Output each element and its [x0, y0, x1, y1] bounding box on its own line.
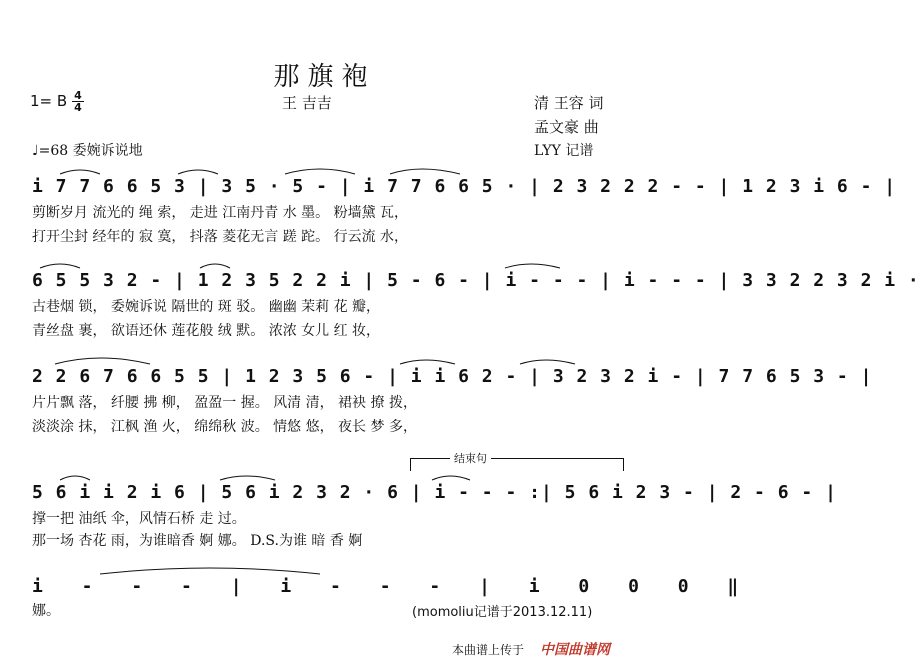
- score-title: 那旗袍: [273, 62, 376, 92]
- lyric-row-5-verse-1: 娜。: [32, 603, 60, 619]
- key-signature: 1= B: [30, 92, 68, 110]
- transcriber-note: (momoliu记谱于2013.12.11): [412, 605, 593, 620]
- slur: [390, 169, 460, 174]
- arranger-credit: LYY 记谱: [534, 143, 594, 159]
- lyric-row-2-verse-1: 古巷烟 锁， 委婉诉说 隔世的 斑 驳。 幽幽 茉莉 花 瓣，: [32, 299, 381, 315]
- site-logo: 中国曲谱网: [540, 642, 610, 658]
- lyric-row-1-verse-1: 剪断岁月 流光的 绳 索， 走进 江南丹青 水 墨。 粉墙黛 瓦，: [32, 205, 409, 221]
- slur: [505, 264, 560, 268]
- notation-row-5: i - - - | i - - - | i 0 0 0 ‖: [32, 576, 753, 597]
- singer-credit: 王 吉吉: [282, 94, 332, 112]
- lyric-row-3-verse-2: 淡淡涂 抹， 江枫 渔 火， 绵绵秋 波。 情悠 悠， 夜长 梦 多，: [32, 419, 417, 435]
- lyric-row-3-verse-1: 片片飘 落， 纤腰 拂 柳， 盈盈一 握。 风清 清， 裙袂 撩 拨，: [32, 395, 417, 411]
- slur: [40, 264, 80, 268]
- slur: [60, 476, 90, 480]
- slur: [60, 170, 100, 174]
- slur: [220, 476, 275, 480]
- lyric-row-1-verse-2: 打开尘封 经年的 寂 寞， 抖落 菱花无言 蹉 跎。 行云流 水，: [32, 229, 409, 245]
- lyric-row-4-verse-2: 那一场 杏花 雨，为谁暗香 婀 娜。 D.S.为谁 暗 香 婀: [32, 533, 363, 549]
- upload-text: 本曲谱上传于: [452, 643, 525, 657]
- tempo-marking: ♩=68 委婉诉说地: [32, 143, 143, 159]
- slur: [55, 358, 150, 364]
- meter-numerator: 4: [74, 89, 82, 102]
- composer-credit: 孟文豪 曲: [534, 118, 599, 136]
- lyric-row-4-verse-1: 撑一把 油纸 伞，风情石桥 走 过。: [32, 511, 246, 527]
- notation-row-2: 6 5 5 3 2 - | 1 2 3 5 2 2 i | 5 - 6 - | i - - - | i - - - | 3 3 2 2 3 2 i ·: [32, 270, 920, 291]
- ending-label: 结束句: [450, 450, 491, 466]
- notation-row-4: 5 6 i i 2 i 6 | 5 6 i 2 3 2 · 6 | i - - - :| 5 6 i 2 3 - | 2 - 6 - |: [32, 482, 837, 503]
- notation-row-3: 2 2 6 7 6 6 5 5 | 1 2 3 5 6 - | i i 6 2 - | 3 2 3 2 i - | 7 7 6 5 3 - |: [32, 366, 873, 387]
- meter-denominator: 4: [74, 101, 82, 114]
- lyric-row-2-verse-2: 青丝盘 裹， 欲语还休 莲花般 绒 默。 浓浓 女儿 红 妆，: [32, 323, 381, 339]
- notation-row-1: i 7 7 6 6 5 3 | 3 5 · 5 - | i 7 7 6 6 5 · | 2 3 2 2 2 - - | 1 2 3 i 6 - |: [32, 176, 897, 197]
- lyricist-credit: 清 王容 词: [534, 94, 604, 112]
- slur: [432, 476, 470, 480]
- slur: [200, 264, 230, 268]
- slur: [400, 360, 455, 364]
- slur: [178, 170, 218, 174]
- slur: [285, 169, 355, 174]
- slur: [520, 360, 575, 364]
- slur: [100, 568, 320, 574]
